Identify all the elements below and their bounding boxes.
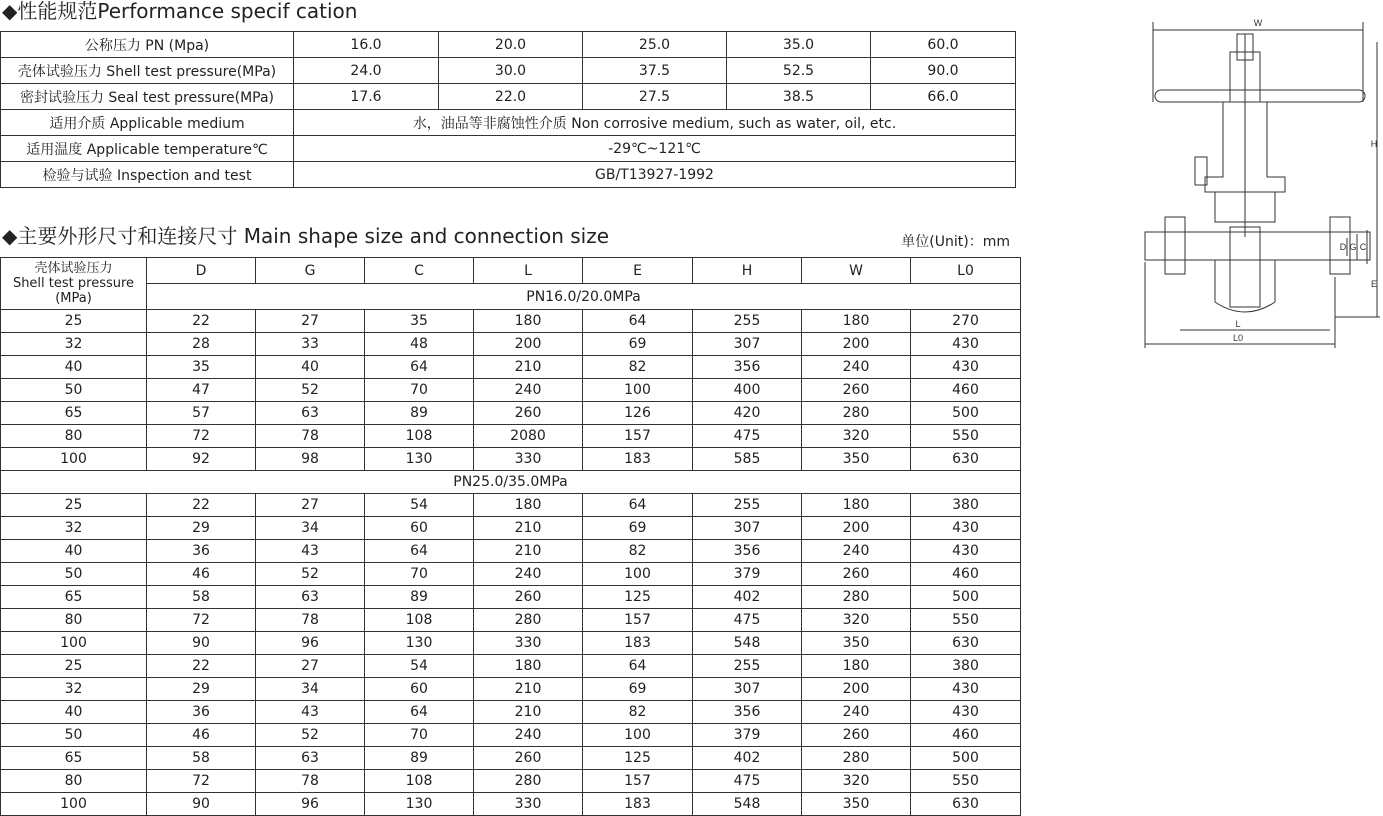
row-label: 适用温度 Applicable temperature℃ — [1, 136, 294, 162]
table-cell: 100 — [1, 632, 147, 655]
table-cell: 48 — [365, 333, 474, 356]
value-cell: 60.0 — [871, 32, 1016, 58]
table-cell: 180 — [802, 494, 911, 517]
table-cell: 90 — [147, 793, 256, 816]
table-cell: 548 — [693, 793, 802, 816]
column-header: D — [147, 258, 256, 284]
table-cell: 180 — [802, 655, 911, 678]
table-cell: 82 — [583, 701, 693, 724]
group-label: PN25.0/35.0MPa — [1, 471, 1021, 494]
table-cell: 89 — [365, 402, 474, 425]
table-cell: 65 — [1, 402, 147, 425]
table-cell: 550 — [911, 770, 1021, 793]
table-cell: 27 — [256, 310, 365, 333]
table-cell: 475 — [693, 425, 802, 448]
table-cell: 40 — [1, 540, 147, 563]
table-cell: 50 — [1, 563, 147, 586]
table-cell: 108 — [365, 770, 474, 793]
table-cell: 100 — [583, 563, 693, 586]
column-header: E — [583, 258, 693, 284]
value-cell: 66.0 — [871, 84, 1016, 110]
pressure-header-line: Shell test pressure — [12, 276, 135, 291]
value-cell: 30.0 — [439, 58, 583, 84]
table-cell: 80 — [1, 609, 147, 632]
table-cell: 54 — [365, 494, 474, 517]
table-cell: 92 — [147, 448, 256, 471]
group-row — [1, 471, 1021, 494]
table-cell: 260 — [474, 747, 583, 770]
table-cell: 130 — [365, 632, 474, 655]
table-cell: 157 — [583, 609, 693, 632]
table-cell: 64 — [365, 356, 474, 379]
table-row — [1, 678, 1021, 701]
table-cell: 40 — [1, 701, 147, 724]
table-cell: 22 — [147, 310, 256, 333]
column-header: L — [474, 258, 583, 284]
column-header: L0 — [911, 258, 1021, 284]
table-row — [1, 379, 1021, 402]
table-cell: 356 — [693, 356, 802, 379]
group-row — [1, 284, 1021, 310]
table-cell: 460 — [911, 563, 1021, 586]
label-c: C — [1359, 242, 1367, 252]
table-cell: 240 — [474, 563, 583, 586]
table-cell: 630 — [911, 632, 1021, 655]
table-cell: 330 — [474, 632, 583, 655]
table-cell: 460 — [911, 724, 1021, 747]
table-cell: 240 — [802, 701, 911, 724]
table-cell: 402 — [693, 586, 802, 609]
table-cell: 34 — [256, 517, 365, 540]
table-cell: 460 — [911, 379, 1021, 402]
table-cell: 98 — [256, 448, 365, 471]
label-e: E — [1370, 279, 1378, 289]
label-l: L — [1235, 319, 1241, 329]
table-cell: 280 — [802, 747, 911, 770]
table-cell: 52 — [256, 724, 365, 747]
value-cell: 17.6 — [294, 84, 439, 110]
performance-row — [1, 110, 1016, 136]
table-cell: 260 — [802, 724, 911, 747]
span-cell: -29℃~121℃ — [294, 136, 1016, 162]
value-cell: 27.5 — [583, 84, 727, 110]
table-cell: 280 — [802, 586, 911, 609]
table-cell: 100 — [583, 379, 693, 402]
table-cell: 35 — [365, 310, 474, 333]
table-cell: 78 — [256, 609, 365, 632]
table-cell: 126 — [583, 402, 693, 425]
table-cell: 28 — [147, 333, 256, 356]
gate-valve-diagram — [1135, 12, 1380, 352]
table-cell: 210 — [474, 678, 583, 701]
table-cell: 210 — [474, 517, 583, 540]
dimensions-title: ◆主要外形尺寸和连接尺寸 Main shape size and connection size — [2, 224, 610, 248]
table-cell: 63 — [256, 402, 365, 425]
table-cell: 96 — [256, 632, 365, 655]
table-cell: 260 — [474, 586, 583, 609]
table-cell: 183 — [583, 632, 693, 655]
table-cell: 46 — [147, 563, 256, 586]
table-cell: 78 — [256, 770, 365, 793]
table-cell: 32 — [1, 333, 147, 356]
table-cell: 180 — [474, 310, 583, 333]
table-row — [1, 563, 1021, 586]
table-cell: 500 — [911, 747, 1021, 770]
performance-row — [1, 136, 1016, 162]
table-cell: 180 — [474, 494, 583, 517]
row-label: 密封试验压力 Seal test pressure(MPa) — [1, 84, 294, 110]
span-cell: 水，油品等非腐蚀性介质 Non corrosive medium, such as water, oil, etc. — [294, 110, 1016, 136]
table-cell: 200 — [474, 333, 583, 356]
header-row — [1, 258, 1021, 284]
performance-row — [1, 84, 1016, 110]
table-cell: 200 — [802, 517, 911, 540]
table-cell: 379 — [693, 563, 802, 586]
table-cell: 307 — [693, 517, 802, 540]
pressure-header — [1, 258, 147, 310]
table-cell: 356 — [693, 701, 802, 724]
table-cell: 157 — [583, 425, 693, 448]
table-cell: 36 — [147, 701, 256, 724]
table-cell: 210 — [474, 540, 583, 563]
table-cell: 350 — [802, 448, 911, 471]
table-row — [1, 586, 1021, 609]
performance-title: ◆性能规范Performance specif cation — [2, 0, 358, 23]
table-row — [1, 448, 1021, 471]
table-cell: 130 — [365, 448, 474, 471]
table-cell: 350 — [802, 632, 911, 655]
table-cell: 64 — [365, 701, 474, 724]
table-cell: 280 — [802, 402, 911, 425]
table-cell: 157 — [583, 770, 693, 793]
table-cell: 260 — [802, 379, 911, 402]
table-cell: 69 — [583, 333, 693, 356]
table-cell: 630 — [911, 793, 1021, 816]
table-cell: 80 — [1, 425, 147, 448]
table-cell: 108 — [365, 425, 474, 448]
table-cell: 130 — [365, 793, 474, 816]
table-cell: 64 — [583, 494, 693, 517]
table-cell: 58 — [147, 586, 256, 609]
group-label: PN16.0/20.0MPa — [147, 284, 1021, 310]
table-cell: 64 — [583, 655, 693, 678]
table-row — [1, 747, 1021, 770]
span-cell: GB/T13927-1992 — [294, 162, 1016, 188]
label-w: W — [1253, 18, 1263, 28]
row-label: 检验与试验 Inspection and test — [1, 162, 294, 188]
table-row — [1, 540, 1021, 563]
table-cell: 25 — [1, 655, 147, 678]
table-cell: 90 — [147, 632, 256, 655]
table-cell: 430 — [911, 678, 1021, 701]
table-cell: 29 — [147, 678, 256, 701]
table-cell: 320 — [802, 770, 911, 793]
performance-row — [1, 32, 1016, 58]
table-cell: 50 — [1, 724, 147, 747]
pressure-header-line: 壳体试验压力 — [34, 261, 113, 276]
table-cell: 125 — [583, 586, 693, 609]
table-cell: 64 — [365, 540, 474, 563]
row-label: 壳体试验压力 Shell test pressure(MPa) — [1, 58, 294, 84]
table-cell: 72 — [147, 770, 256, 793]
table-cell: 89 — [365, 586, 474, 609]
table-cell: 82 — [583, 356, 693, 379]
table-cell: 100 — [1, 793, 147, 816]
table-cell: 65 — [1, 586, 147, 609]
value-cell: 20.0 — [439, 32, 583, 58]
label-g: G — [1349, 242, 1357, 252]
table-cell: 430 — [911, 540, 1021, 563]
table-row — [1, 724, 1021, 747]
table-cell: 54 — [365, 655, 474, 678]
table-cell: 307 — [693, 678, 802, 701]
table-cell: 260 — [802, 563, 911, 586]
table-cell: 29 — [147, 517, 256, 540]
table-cell: 380 — [911, 655, 1021, 678]
table-cell: 280 — [474, 770, 583, 793]
table-cell: 379 — [693, 724, 802, 747]
table-cell: 72 — [147, 609, 256, 632]
table-cell: 200 — [802, 678, 911, 701]
table-cell: 430 — [911, 356, 1021, 379]
table-cell: 630 — [911, 448, 1021, 471]
value-cell: 22.0 — [439, 84, 583, 110]
value-cell: 24.0 — [294, 58, 439, 84]
table-cell: 69 — [583, 678, 693, 701]
table-cell: 80 — [1, 770, 147, 793]
table-cell: 200 — [802, 333, 911, 356]
table-cell: 27 — [256, 494, 365, 517]
table-cell: 180 — [802, 310, 911, 333]
performance-row — [1, 162, 1016, 188]
table-cell: 430 — [911, 333, 1021, 356]
table-cell: 25 — [1, 494, 147, 517]
table-row — [1, 609, 1021, 632]
table-cell: 240 — [802, 356, 911, 379]
table-cell: 350 — [802, 793, 911, 816]
table-cell: 40 — [256, 356, 365, 379]
table-cell: 52 — [256, 563, 365, 586]
table-cell: 430 — [911, 517, 1021, 540]
table-cell: 27 — [256, 655, 365, 678]
table-cell: 96 — [256, 793, 365, 816]
table-cell: 210 — [474, 701, 583, 724]
table-cell: 500 — [911, 586, 1021, 609]
table-row — [1, 655, 1021, 678]
table-cell: 180 — [474, 655, 583, 678]
table-cell: 33 — [256, 333, 365, 356]
table-cell: 108 — [365, 609, 474, 632]
unit-label: 单位(Unit)：mm — [901, 234, 1010, 250]
value-cell: 35.0 — [727, 32, 871, 58]
value-cell: 90.0 — [871, 58, 1016, 84]
table-cell: 46 — [147, 724, 256, 747]
table-cell: 70 — [365, 563, 474, 586]
label-l0: L0 — [1232, 333, 1244, 343]
table-row — [1, 632, 1021, 655]
table-cell: 240 — [802, 540, 911, 563]
table-cell: 475 — [693, 770, 802, 793]
column-header: H — [693, 258, 802, 284]
table-cell: 60 — [365, 678, 474, 701]
table-cell: 500 — [911, 402, 1021, 425]
table-row — [1, 402, 1021, 425]
table-cell: 255 — [693, 655, 802, 678]
table-cell: 89 — [365, 747, 474, 770]
table-cell: 32 — [1, 678, 147, 701]
table-cell: 183 — [583, 448, 693, 471]
table-row — [1, 793, 1021, 816]
table-row — [1, 701, 1021, 724]
table-cell: 43 — [256, 701, 365, 724]
table-cell: 57 — [147, 402, 256, 425]
table-cell: 585 — [693, 448, 802, 471]
column-header: G — [256, 258, 365, 284]
table-cell: 255 — [693, 494, 802, 517]
table-cell: 47 — [147, 379, 256, 402]
table-cell: 240 — [474, 379, 583, 402]
table-cell: 35 — [147, 356, 256, 379]
column-header: W — [802, 258, 911, 284]
table-cell: 72 — [147, 425, 256, 448]
table-cell: 50 — [1, 379, 147, 402]
table-cell: 320 — [802, 609, 911, 632]
table-cell: 240 — [474, 724, 583, 747]
table-cell: 280 — [474, 609, 583, 632]
table-cell: 125 — [583, 747, 693, 770]
performance-table — [0, 31, 1016, 188]
table-cell: 63 — [256, 747, 365, 770]
label-h: H — [1370, 139, 1378, 149]
table-cell: 2080 — [474, 425, 583, 448]
table-cell: 58 — [147, 747, 256, 770]
table-cell: 22 — [147, 655, 256, 678]
label-d: D — [1339, 242, 1347, 252]
table-cell: 255 — [693, 310, 802, 333]
table-cell: 32 — [1, 517, 147, 540]
table-row — [1, 310, 1021, 333]
table-cell: 402 — [693, 747, 802, 770]
table-row — [1, 494, 1021, 517]
table-row — [1, 517, 1021, 540]
table-row — [1, 770, 1021, 793]
table-cell: 380 — [911, 494, 1021, 517]
dimensions-table — [0, 257, 1021, 816]
table-cell: 63 — [256, 586, 365, 609]
table-cell: 25 — [1, 310, 147, 333]
table-cell: 260 — [474, 402, 583, 425]
table-cell: 40 — [1, 356, 147, 379]
performance-row — [1, 58, 1016, 84]
table-cell: 34 — [256, 678, 365, 701]
table-cell: 430 — [911, 701, 1021, 724]
value-cell: 16.0 — [294, 32, 439, 58]
table-cell: 69 — [583, 517, 693, 540]
table-cell: 70 — [365, 724, 474, 747]
table-cell: 550 — [911, 609, 1021, 632]
table-cell: 420 — [693, 402, 802, 425]
value-cell: 52.5 — [727, 58, 871, 84]
table-row — [1, 356, 1021, 379]
table-row — [1, 425, 1021, 448]
table-cell: 43 — [256, 540, 365, 563]
table-cell: 210 — [474, 356, 583, 379]
table-cell: 270 — [911, 310, 1021, 333]
table-cell: 36 — [147, 540, 256, 563]
table-cell: 22 — [147, 494, 256, 517]
value-cell: 38.5 — [727, 84, 871, 110]
table-cell: 356 — [693, 540, 802, 563]
pressure-header-line: (MPa) — [55, 291, 92, 306]
column-header: C — [365, 258, 474, 284]
table-cell: 65 — [1, 747, 147, 770]
table-cell: 70 — [365, 379, 474, 402]
table-cell: 548 — [693, 632, 802, 655]
table-cell: 64 — [583, 310, 693, 333]
table-cell: 100 — [583, 724, 693, 747]
table-cell: 100 — [1, 448, 147, 471]
row-label: 适用介质 Applicable medium — [1, 110, 294, 136]
value-cell: 37.5 — [583, 58, 727, 84]
table-cell: 307 — [693, 333, 802, 356]
table-cell: 183 — [583, 793, 693, 816]
table-cell: 320 — [802, 425, 911, 448]
table-row — [1, 333, 1021, 356]
value-cell: 25.0 — [583, 32, 727, 58]
row-label: 公称压力 PN (Mpa) — [1, 32, 294, 58]
table-cell: 330 — [474, 448, 583, 471]
table-cell: 52 — [256, 379, 365, 402]
table-cell: 78 — [256, 425, 365, 448]
table-cell: 330 — [474, 793, 583, 816]
table-cell: 82 — [583, 540, 693, 563]
table-cell: 400 — [693, 379, 802, 402]
table-cell: 550 — [911, 425, 1021, 448]
table-cell: 60 — [365, 517, 474, 540]
table-cell: 475 — [693, 609, 802, 632]
